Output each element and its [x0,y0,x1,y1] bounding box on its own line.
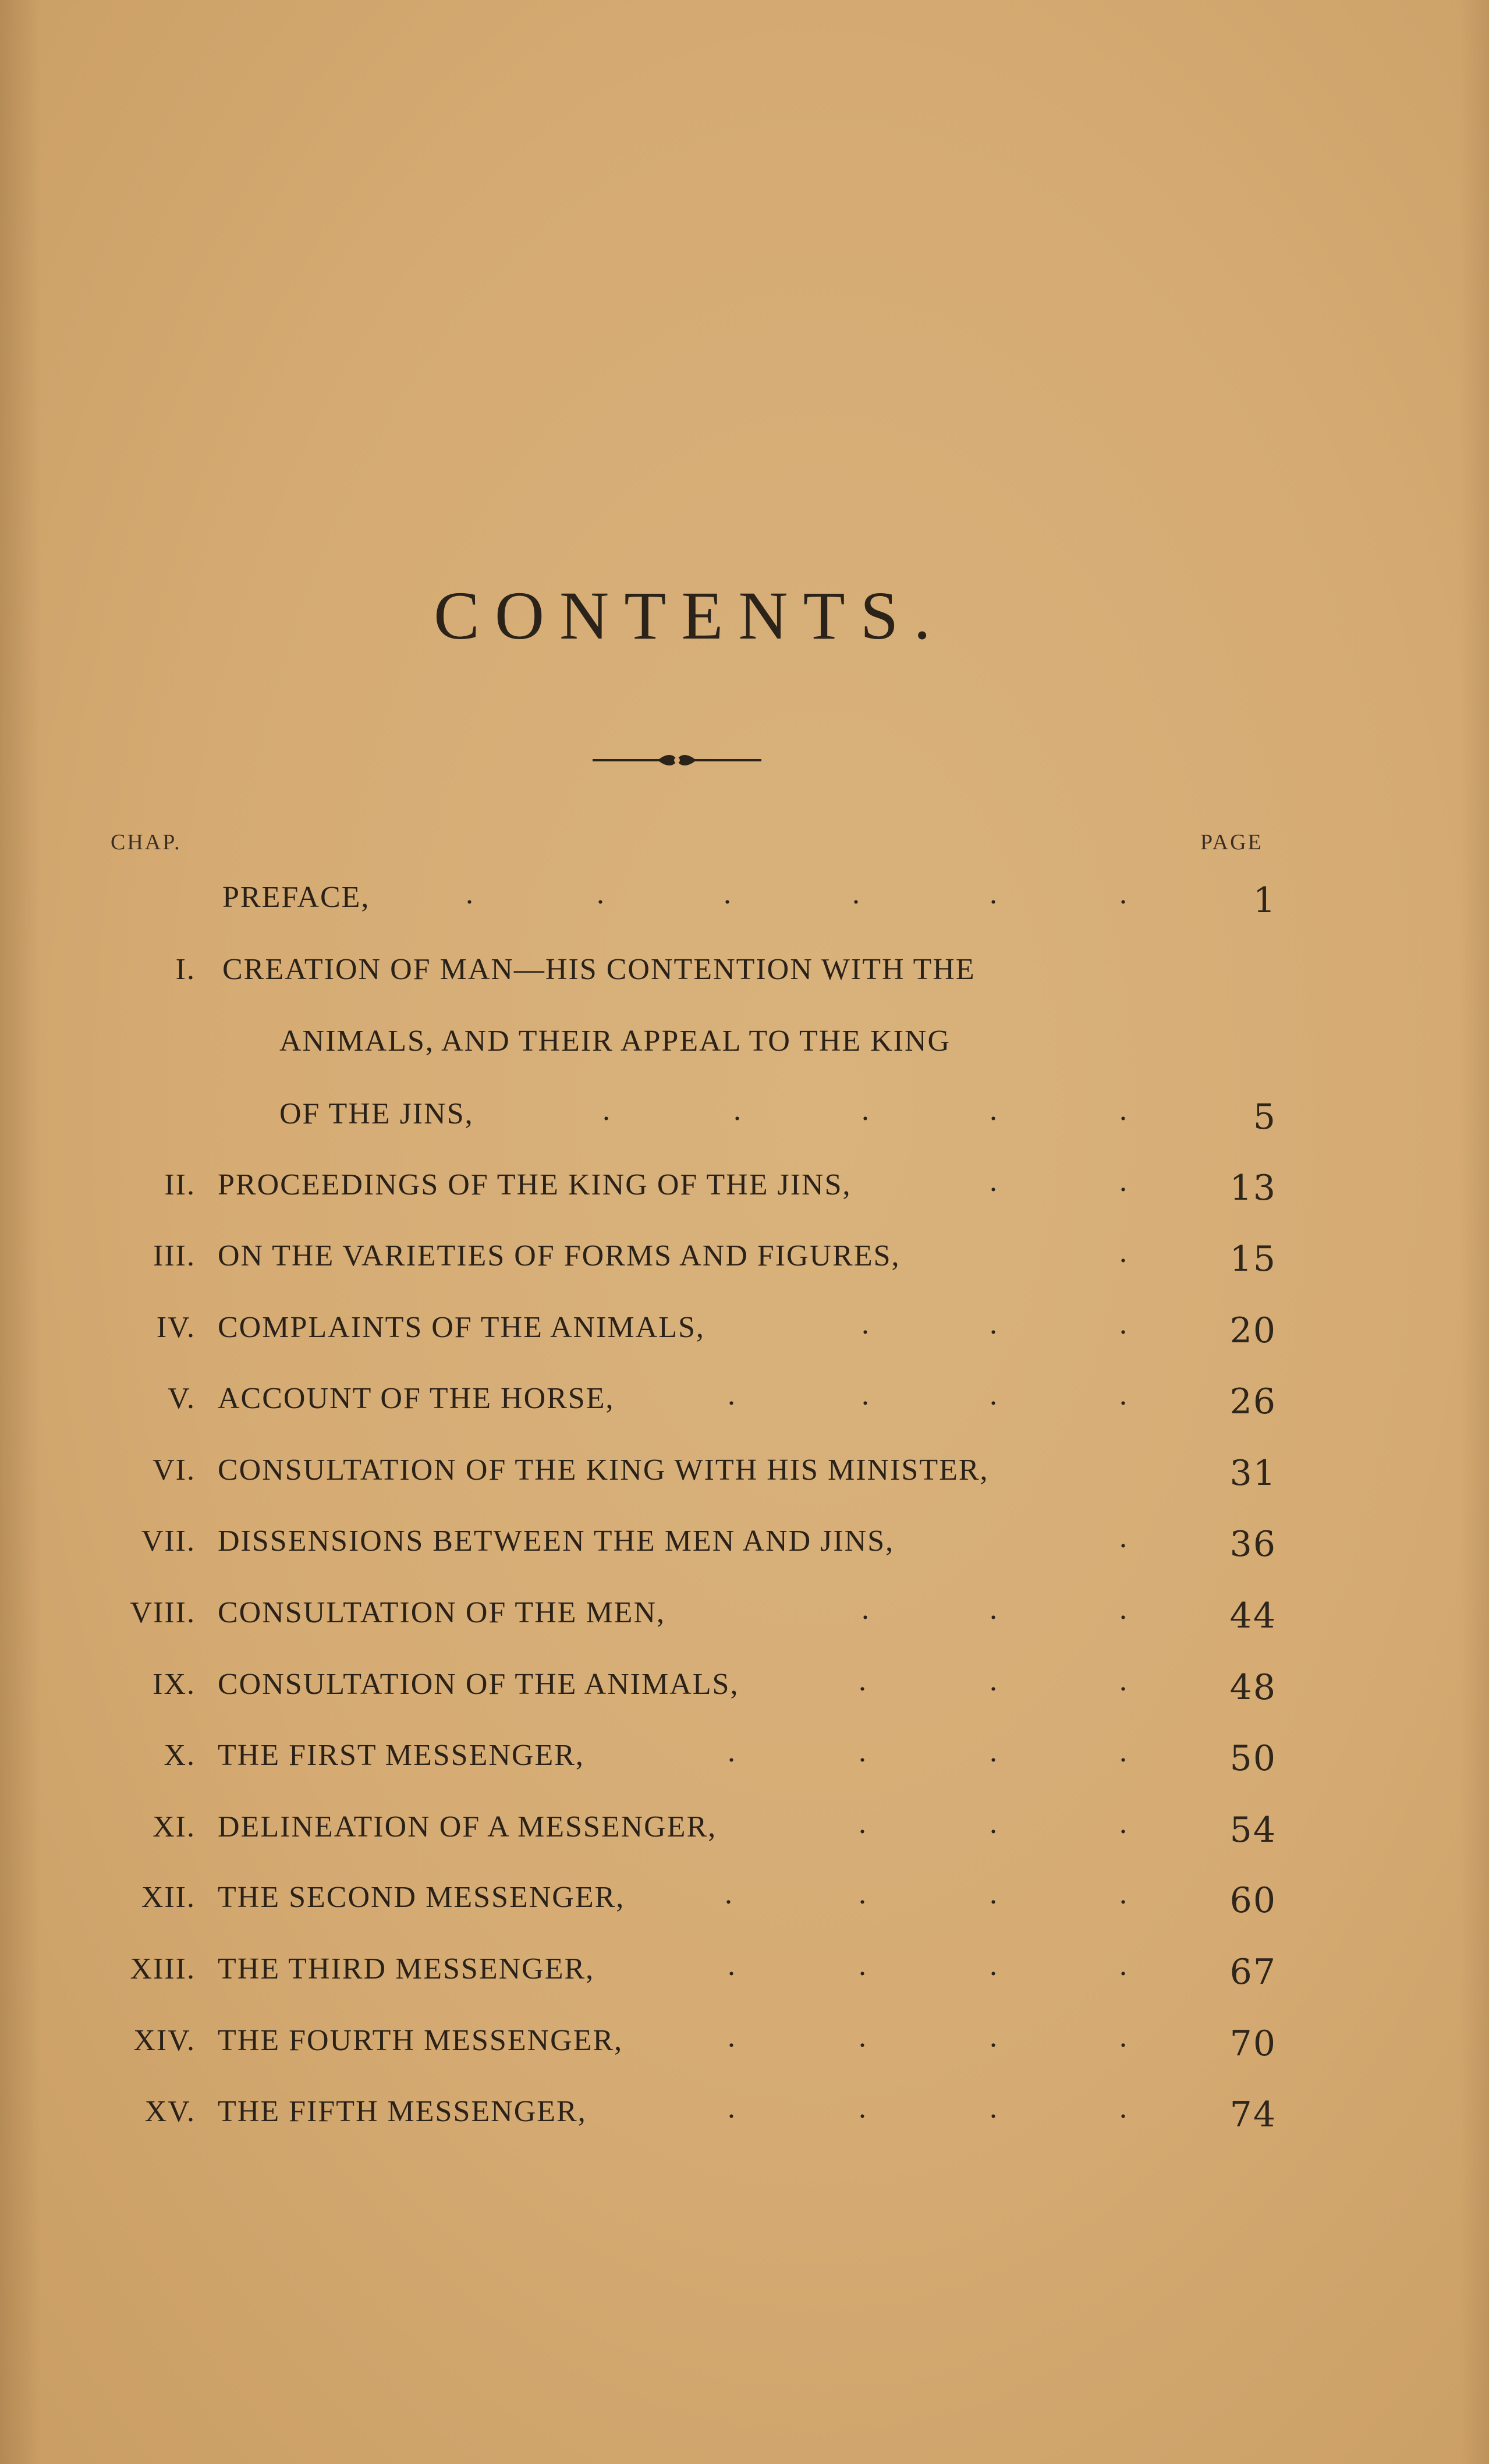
toc-entry[interactable]: X. THE FIRST MESSENGER, . . . . 50 [164,1735,1277,1779]
toc-entry[interactable]: XV. THE FIFTH MESSENGER, . . . . 74 [144,2091,1277,2135]
chapter-number: XIV. [133,2024,196,2057]
page-number: 50 [1229,1738,1277,1779]
page-number: 15 [1229,1239,1277,1279]
page-number: 67 [1229,1952,1277,1993]
page-number: 74 [1229,2094,1277,2135]
chapter-number: VIII. [130,1596,196,1629]
entry-title: CONSULTATION OF THE ANIMALS, [218,1668,739,1701]
toc-entry[interactable]: IX. CONSULTATION OF THE ANIMALS, . . . 48 [153,1664,1277,1708]
entry-title: PROCEEDINGS OF THE KING OF THE JINS, [218,1168,852,1201]
page-number: 44 [1229,1596,1277,1636]
chapter-number: II. [164,1168,196,1201]
entry-title: THE FIRST MESSENGER, [218,1739,584,1772]
page-number: 13 [1229,1168,1277,1208]
entry-title: CONSULTATION OF THE MEN, [218,1596,665,1629]
page-number: 36 [1229,1524,1277,1565]
toc-entry[interactable] [0,1453,1489,1499]
toc-entry[interactable]: XII. THE SECOND MESSENGER, . . . . 60 [141,1877,1277,1921]
page-number: 70 [1229,2023,1277,2064]
toc-entry[interactable]: V. ACCOUNT OF THE HORSE, . . . . 26 [168,1378,1277,1422]
toc-entry-continuation: OF THE JINS, . . . . . 5 [279,1094,1277,1137]
entry-title: ANIMALS, AND THEIR APPEAL TO THE KING [279,1024,951,1058]
toc-entry[interactable]: IV. COMPLAINTS OF THE ANIMALS, . . . 20 [156,1307,1277,1351]
toc-entry[interactable] [0,952,1489,999]
page-number: 31 [1229,1453,1277,1494]
page-number: 1 [1253,880,1277,921]
entry-title: DISSENSIONS BETWEEN THE MEN AND JINS, [218,1525,895,1558]
entry-title: DELINEATION OF A MESSENGER, [218,1810,717,1843]
page-number: 5 [1253,1097,1277,1137]
entry-title: THE THIRD MESSENGER, [218,1952,595,1986]
toc-entry-continuation [0,1024,1489,1070]
chapter-number: III. [153,1239,196,1272]
entry-title: COMPLAINTS OF THE ANIMALS, [218,1311,705,1344]
chapter-column-label: CHAP. [111,830,182,855]
chapter-number: VI. [153,1453,196,1487]
page-column-label: PAGE [1200,830,1263,855]
chapter-number: XI. [153,1810,196,1843]
page-number: 26 [1229,1381,1277,1422]
chapter-number: I. [175,953,196,986]
chapter-number: XIII. [130,1952,196,1986]
toc-entry[interactable]: XIII. THE THIRD MESSENGER, . . . . 67 [130,1949,1277,1993]
chapter-number: XV. [144,2095,196,2128]
chapter-number: V. [168,1382,196,1415]
chapter-number: X. [164,1739,196,1772]
chapter-number: XII. [141,1881,196,1914]
toc-entry[interactable]: XIV. THE FOURTH MESSENGER, . . . . 70 [133,2020,1277,2064]
page-title: CONTENTS. [434,577,946,654]
page-number: 48 [1229,1667,1277,1708]
entry-title: THE FIFTH MESSENGER, [218,2095,587,2128]
page-number: 60 [1229,1880,1277,1921]
ornament-divider-icon [593,746,761,774]
entry-title: CREATION OF MAN—HIS CONTENTION WITH THE [222,953,976,986]
toc-entry[interactable]: II. PROCEEDINGS OF THE KING OF THE JINS, . . 13 [164,1165,1277,1208]
toc-entry[interactable]: XI. DELINEATION OF A MESSENGER, . . . 54 [153,1807,1277,1850]
entry-title: CONSULTATION OF THE KING WITH HIS MINISTER, [218,1453,989,1487]
entry-title: THE FOURTH MESSENGER, [218,2024,623,2057]
page-number: 20 [1229,1310,1277,1351]
toc-entry[interactable]: III. ON THE VARIETIES OF FORMS AND FIGURES, . 15 [153,1236,1277,1279]
toc-entry[interactable]: PREFACE, . . . . . . 1 [222,877,1277,921]
toc-entry[interactable]: VII. DISSENSIONS BETWEEN THE MEN AND JINS, . 36 [141,1521,1277,1565]
page-number: 54 [1229,1810,1277,1850]
entry-title: ACCOUNT OF THE HORSE, [218,1382,615,1415]
entry-title: PREFACE, [222,881,370,914]
entry-title: ON THE VARIETIES OF FORMS AND FIGURES, [218,1239,901,1272]
chapter-number: VII. [141,1525,196,1558]
entry-title: THE SECOND MESSENGER, [218,1881,625,1914]
chapter-number: IV. [156,1311,196,1344]
toc-entry[interactable]: VIII. CONSULTATION OF THE MEN, . . . 44 [130,1593,1277,1636]
chapter-number: IX. [153,1668,196,1701]
entry-title: OF THE JINS, [279,1097,474,1130]
